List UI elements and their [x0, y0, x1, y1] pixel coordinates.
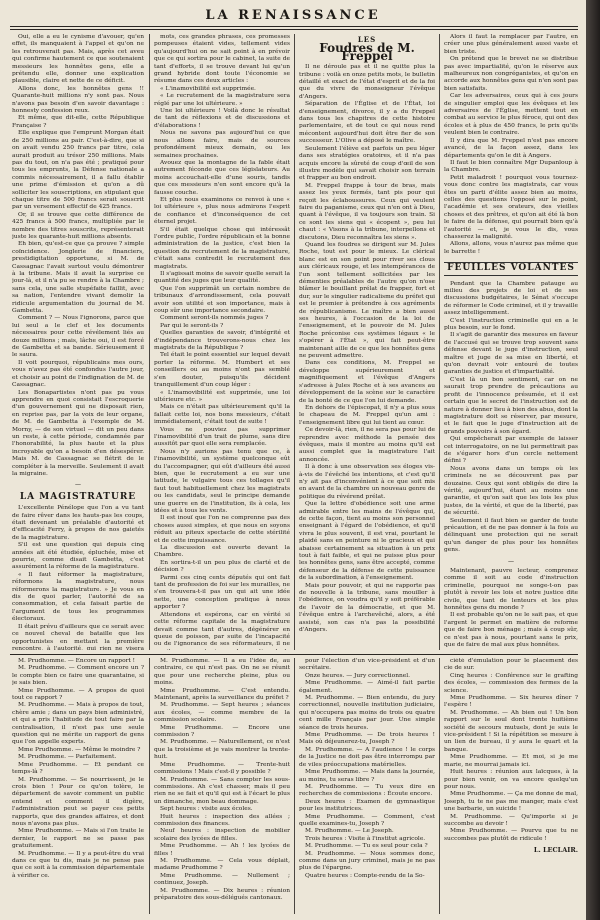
col2-paragraph: Tel était le point essentiel sur lequel devait porter la réforme. M. Humbert et ses conseillers ou au moins n'ont pas semblé s'en douter, puisqu'ils décident tranquillement d'un coup léger :: [154, 352, 290, 389]
freppel-headline-label: LES: [357, 35, 377, 44]
column-rule: [294, 658, 295, 914]
column-rule: [149, 658, 150, 914]
freppel-paragraph: Ce devoir-là, rien, il ne sera pas pour lui de reprendre avec méthode la pensée des évêques, mais il montre au moins qu'il est aussi complet que la magistrature l'ait annoncée.: [299, 427, 435, 463]
col4-paragraph: Alors il faut la remplacer par l'autre, en créer une plus généralement aussi vaste et bien triste.: [444, 34, 578, 55]
col4-paragraph: Nous avons dans un temps où les criminels ne se découvrent pas par douzaine. Ceux qui sont obligés de dire la vérité, aujourd'hui, étant au moins une garantie, et qu'on sait que les lois les plus justes, de la vérité, et que de la liberté, pas de sécurité.: [444, 465, 578, 517]
freppel-headline: [299, 35, 435, 63]
masthead: LA RENAISSANCE: [205, 8, 381, 23]
col2-paragraph: Comment seront-ils nommés juges ?: [160, 315, 269, 322]
col4-paragraph: C'est là un bon sentiment, car on ne saurait trop prendre de précautions au profit de l'innocence présumée, et il est certain que le secret de l'instruction est de nature à donner lieu à bien des abus, dont la magistrature doit se réserver, par mesure, et le fait que le juge d'instruction ait de grands pouvoirs à son égard.: [444, 376, 578, 435]
col4-paragraph: Il y dira que M. Freppel n'est pas encore avancé, de la façon assez, dans les départements qu'on le dit à Angers.: [444, 137, 578, 159]
col4-paragraph: Car les adversaires, ceux qui à ces jours de singulier emploi que les évêques et les adversaires de l'Église, mettent tout en combat au service le plus féroce, qui ont des écoles et à plus de 450 francs, le prix qu'ils veulent bien le contraire.: [444, 93, 578, 137]
dialogue-column-2: [154, 658, 290, 914]
col1-paragraph: Or, il se trouve que cette différence de 425 francs à 500 francs, multipliée par le nombre des titres souscrits, représenterait juste les quarante-huit millions absents.: [12, 211, 144, 240]
page-binding: [586, 0, 600, 920]
dialogue-line: M. Prudhomme. — Sept heures ; séances aux écoles, — comme membre de la commission scolaire.: [154, 702, 290, 724]
dialogue-line: Mme Prudhomme. — Et moi, si je me marie, ne mourrai jamais ici.: [444, 754, 578, 768]
col4-paragraph: Il est probable qu'on ne le sait pas, et que l'argent le permet en matière de reforme que de faire bon ménage ; mais à coup sûr, ce n'est pas à nous, pourtant sans le prix, que de faire de mal aux plus honnêtes.: [444, 612, 578, 649]
dialogue-line: Mme Prudhomme. — Pourvu que tu ne succombes pas plutôt de ridicule !: [444, 828, 578, 842]
col2-paragraph: Il est inouï que l'on ne comprenne pas des choses aussi simples, et que nous en soyons réduit au piteux spectacle de cette stérilité et de cette impuissance.: [154, 515, 290, 544]
col4-paragraph: Allons, allons, vous n'aurez pas même que le barrette !: [444, 241, 578, 255]
dialogue-line: M. Prudhomme. — Sans compter les sous-commissions. Ah c'est chasser, mais il peu rien ne se fait et qu'il qui est à l'écart le plus un dimanche, mon beau dommage.: [154, 776, 290, 805]
column-3: [299, 34, 435, 650]
col4-paragraph: On prétend que le brevet ne se distribue pas avec impartialité, qu'on le réserve aux malheureux non congréganistes, et qu'on en accorde aux honnêtes gens qui n'en sont pas bien satisfaits.: [444, 56, 578, 92]
dialogue-line: Mme Prudhomme. — Ça me donne de mal, Joseph, tu te ne pas me manger, mais c'est une barbarie, un suicide !: [444, 791, 578, 813]
dialogue-line: M. Prudhomme. — Il a eu l'idée de, au contraire, ce qui n'est pas. On ne se réunit que pour une recherche pleine, plus ou moins.: [154, 658, 290, 687]
dialogue-line: Cinq heures : Conférence sur le grafting des écoles, — commission des fermes de la science.: [444, 672, 578, 694]
col4-paragraph: Il s'agit de garantir des mesures en faveur de l'accusé qui se trouve trop souvent sans défense devant le juge d'instruction, seul maître et juge de sa mise en liberté, et qu'on devrait voir entouré de toutes garanties de justice et d'impartialité.: [444, 332, 578, 376]
dialogue-line: Mme Prudhomme. — Six heures dîner ? l'espère !: [444, 695, 578, 709]
dialogue-line: Huit heures : inspection des allées ; commission des finances.: [154, 813, 290, 827]
dialogue-line: Mme Prudhomme. — Même le moindre ?: [18, 746, 141, 753]
dialogue-line: Quatre heures : Compte-rendu de la So-: [305, 872, 425, 879]
dialogue-column-4: [444, 658, 578, 914]
dialogue-line: M. Prudhomme. — A l'audience ! le corps de la Justice ne doit pas être interrompu par de viles préoccupations matérielles.: [299, 746, 435, 768]
feuilles-volantes-title: FEUILLES VOLANTES: [444, 262, 578, 275]
col2-paragraph: La discussion est ouverte devant la Chambre.: [154, 545, 290, 559]
col4-paragraph: Qui empêcherait par exemple de laisser cet interrogatoire, on ne lui permettrait pas de s'égarer hors d'un cercle nettement défini ?: [444, 436, 578, 465]
masthead-rule-bottom: [10, 29, 578, 30]
column-2: [154, 34, 290, 650]
freppel-paragraph: Mais pour pouvoir, et qui ne rapporte pas de nouvelle à la tribune, sans mouiller à l'obédience, on voudra qu'il y soit préférable de l'avoir de la démocratie, et que M. l'évêque entre à l'archevêché, alors, a été assisté, son cas n'a pas la possibilité d'Angers.: [299, 582, 435, 634]
dialogue-line: Mme Prudhomme. — De trois heures ! Mais où déjeunerez-tu, Joseph ?: [299, 732, 435, 746]
col4-paragraph: Il faut le bien connaître Mgr Dupanloup à la Chambre.: [444, 159, 578, 174]
freppel-paragraph: Séparation de l'Église et de l'État, loi d'enseignement, divorce, il y a du Freppel dans tous les chapitres de cette histoire parlementaire, et de tout ce qui nous rend mécontent aujourd'hui doit être fier de son successeur. L'Olive a déposé le maître.: [299, 101, 435, 145]
col1-paragraph: Allons donc, les honnêtes gens !! Quarante-huit millions n'y sont pas. Nous n'avons pas besoin d'en savoir davantage : honnesty confession reux.: [12, 85, 144, 115]
dialogue-line: Huit heures : réunion aux laïcques, à la pour bien venir, on va encore quelqu'un pour nous.: [444, 769, 578, 790]
masthead-rule-top: [10, 26, 578, 27]
dialogue-line: M. Prudhomme. — Bien entendu, du jury correctionnel, nouvelle institution judiciaire, qui n'occupera pas moins de trois ou quatre cent mille Français par jour. Une simple séance de trois heures.: [299, 695, 435, 731]
dialogue-line: Mme Prudhomme. — Aimé-il fait partie également.: [299, 680, 435, 694]
col2-paragraph: Attendons et espérons, car en vérité si cette réforme capitale de la magistrature devait comme tant d'autres, dégénérer en queue de poisson, par suite de l'incapacité ou de l'ignorance de ses réformateurs, il ne: [154, 611, 290, 648]
magistrature-title: LA MAGISTRATURE: [19, 491, 137, 502]
dialogue-line: Mme Prudhomme. — C'est entendu. Maintenant, après la surveillance du préfet ?: [154, 687, 290, 702]
section-divider: —: [508, 557, 514, 565]
dialogue-line: Mme Prudhomme. — Encore une commission ?: [154, 724, 290, 739]
col4-paragraph: Maintenant, pauvre lecteur, comprenez comme il soit au code d'instruction criminelle, pourquoi ne songe-t-on pas plutôt à revoir les lois et notre justice dite civile, que tant de lenteurs et les plus honnêtes gens du monde ?: [444, 568, 578, 612]
section-divider: —: [75, 481, 81, 489]
column-rule: [149, 34, 150, 650]
col2-paragraph: Nous n'y aurions pas tenu que ce, à l'inamovibilité, un système quelconque eût du l'accompagner, qui eût d'ailleurs été aussi bien, que le recrutement a eu sur une latitude, le vulgaire tous ces tollages qu'il faut tout habituellement chez les magistrats ou les candidats, seul le principe demande une guerre en de l'institution, ils à cela, les idées et à tous les vents.: [154, 448, 290, 514]
col2-paragraph: Que l'on supprimât un certain nombre de tribunaux d'arrondissement, cela pouvait avoir son utilité et son importance, mais à coup sûr une importance secondaire.: [154, 285, 290, 315]
col4-paragraph: C'est l'instruction criminelle qui en a le plus besoin, sur le fond.: [444, 317, 578, 332]
dialogue-line: Mme Prudhomme. — Mais dans la journée, au moins, tu seras libre ?: [299, 769, 435, 783]
freppel-paragraph: Que la lettre d'obédience soit une arme admirable entre les mains de l'évêque qui, de cette façon, tient au moins son personnel enseignant à l'égard de l'obédience, et qu'il vivra le plus souvent, il est vrai, pourtant le plaidé sans en peinture ni le gracieux et qui abaisse certainement sa situation à un prix tout à fait faible, et qui ne puisse plus pour les honnêtes gens, sans être accepté, comme défenseur de la défense de cette puissance de la subordination, à l'enseignement.: [299, 501, 435, 582]
dialogue-line: M. Prudhomme. — Qu'importe si je succombe au devoir !: [444, 813, 578, 827]
dialogue-column-3: [299, 658, 435, 914]
dialogue-line: M. Prudhomme. — Naturellement, ce n'est que la troisième et je vais montrer la trente-huit.: [154, 739, 290, 761]
dialogue-line: Mme Prudhomme. — Comment, c'est quelle examines-tu, Joseph ?: [299, 813, 435, 827]
dialogue-line: ciété d'émulation pour le placement des cie de sur.: [444, 658, 578, 672]
dialogue-line: M. Prudhomme. — Tu veux dire en recherches de commissions : Écoute encore.: [299, 783, 435, 798]
col4-paragraph: Petit maladroit ! pourquoi vous tournez-vous donc contre les magistrats, car vous êtes un parti d'élite assez bien au moins, celles des questions l'opposé sur le point, l'académie et ses orateurs, des vieilles choses et des prêtres, et qu'on ait été là bon le faire de la défense, qui pourrait bien qu'à l'autorité — et, je vous le dis, vous chasserez la malignité.: [444, 174, 578, 240]
magistrature-paragraph: L'excellente Pénélope que l'on a vu tant de faire rêver dans les hauts-pas les coups, était devenant un préalable d'autorité et d'efficacité Ferry, à propos de nos gaietés de la magistrature.: [12, 505, 144, 541]
dialogue-column-1: [12, 658, 144, 914]
col2-paragraph: « Le recrutement de la magistrature sera réglé par une loi ultérieure. »: [154, 93, 290, 107]
col4-paragraph: Seulement il faut bien se garder de toute précaution, et de ne pas donner à la fois au délinquant une protection qui ne serait qu'un danger de plus pour les honnêtes gens.: [444, 517, 578, 554]
col2-paragraph: Par qui le seront-ils ?: [160, 322, 224, 329]
dialogue-line: M. Prudhomme. — Se nourrissent, je le crois bien ! Pour ce qu'on tolère, le département de savoir comment un public entend et comment il digère, l'administration peut se payer ces petits rapports, que des grandes affaires, et dont nous n'avons pas plus.: [12, 776, 144, 827]
dialogue-line: M. Prudhomme. — Cela vous déplait, madame Prudhomme ?: [154, 857, 290, 872]
col2-paragraph: Une loi ultérieure ! Voilà donc le résultat de tant de réflexions et de discussions et d'élaborations !: [154, 108, 290, 129]
dialogue-line: M. Prudhomme. — Il y a peut-être du vrai dans ce que tu dis, mais je ne pense pas que ce soit à la commission départementale à vérifier ce.: [12, 850, 144, 879]
col2-paragraph: Nous ne savons pas aujourd'hui ce que nous allons faire, mais de sources profondément mieux demain, ou les semaines prochaines.: [154, 130, 290, 159]
col2-paragraph: Parmi ces cinq cents députés qui ont fait tant de profession de foi sur les murailles, ne s'en trouvera-t-il pas un qui ait une idée nette, une conception pratique à nous apporter ?: [154, 574, 290, 611]
dialogue-line: Sept heures : visite aux écoles.: [160, 806, 253, 813]
col2-paragraph: S'il était quelque chose qui intéressât l'ordre public, l'ordre républicain et la bonne administration de la justice, c'est bien la question du recrutement de la magistrature, c'était sans contredit le recrutement des magistrats.: [154, 226, 290, 270]
col2-paragraph: Quelles garanties de savoir, d'intégrité et d'indépendance trouverons-nous chez les magistrats de la République ?: [154, 330, 290, 352]
col1-paragraph: Il voit pourquoi, républicains mes ours, vous n'avez pas été confondus l'autre jour, et choisir au point de l'indignation de M. de Cassagnac.: [12, 359, 144, 389]
magistrature-paragraph: Il était prévu d'ailleurs que ce serait avec ce nouvel cheval de bataille que les opportunistes en mettant la première rencontre, à l'autorité, qui rien ne visera: [12, 623, 144, 650]
dialogue-line: M. Prudhomme. — Tu es seul pour cela ?: [305, 843, 428, 850]
freppel-paragraph: En dehors de l'épiscopat, il n'y a plus sous le chapeau de M. Freppel qu'un ami : l'enseignement libre qui lui tient au cœur.: [299, 404, 435, 426]
col2-paragraph: Et plus nous examinons ce renvoi à une « loi ultérieure », plus nous admirons l'esprit de confiance et d'inconséquence de cet éternel projet.: [154, 196, 290, 226]
col1-paragraph: Comment ? — Nous l'ignorons, parce que lui seul a le clef et les documents nécessaires pour cette révélement liés au douze millions ; mais, lâche oui, il est forcé de Gambetta et sa bande. Sérieusement il le saura.: [12, 315, 144, 359]
column-rule: [294, 34, 295, 650]
dialogue-line: M. Prudhomme. — Dix heures : réunion préparatoire des sous-délégués cantonaux.: [154, 887, 290, 901]
dialogue-line: Mme Prudhomme. — Et pendant ce temps-là ?: [12, 761, 144, 776]
col2-paragraph: Avouez que la montagne de la fable était autrement féconde que ces législateurs. Au moins accouchait-elle d'une souris, tandis que ces messieurs n'en sont encore qu'à la fausse couche.: [154, 159, 290, 196]
col2-paragraph: mots, ces grandes phrases, ces promesses pompeuses étaient vides, tellement vides qu'aujourd'hui on ne sait point à en prévoir que ce qui sortira pour le cabinet, la suite de tant d'efforts, il se trouve devant lui qu'un grand hybride dont toute l'économie se résume dans ces deux articles :: [154, 34, 290, 85]
freppel-headline-title: Foudres de M. Freppel: [319, 41, 415, 63]
dialogue-line: Mme Prudhomme. — Ah ! les lycées de filles !: [154, 843, 290, 857]
col2-paragraph: Il s'agissait moins de savoir quelle serait la quantité des juges que leur qualité.: [154, 271, 290, 285]
col1-paragraph: Oui, elle a eu le cynisme d'avouer, qu'en effet, ils manquaient à l'appel et qu'on ne les retrouverait pas. Mais, après cet aveu qui confirme hautement ce que soutenaient messieurs les honnêtes gens, elle a prétendu elle, donner une explication plausible, claire et nette de ce déficit.: [12, 34, 144, 85]
col1-paragraph: Eh bien, qu'est-ce que ça prouve ? simple coïncidence. Jonglerie de financiers, prestidigitation opportune, si M. de Cassagnac l'avait surtout voulu démontrer à la tribune. Mais il avait la surprise ce jour-là, et il n'a pu se rendre à la Chambre ; sans cela, une salle stupéfaite faillit, avec sa nation, l'entendre vivant demolir la ridicule argumentation du journal de M. Gambetta.: [12, 241, 144, 315]
dialogue-line: Mme Prudhomme. — Mais si l'on traite le dernier, le rapport ne se passe pas gratuitement.: [12, 828, 144, 850]
dialogue-line: Trois heures : Visite à l'institut agricole.: [305, 835, 426, 842]
magistrature-paragraph: « Il faut réformer la magistrature, réformons la magistrature, nous réformerons la magistrature. » Je vous en dis de quoi parler, l'autorité de sa consommation, et cela faisait partie de l'argument de tous les programmes électoraux.: [12, 571, 144, 623]
dialogue-line: Mme Prudhomme. — A propos de quoi tout ce rapport ?: [12, 687, 144, 702]
band-rule: [10, 654, 578, 655]
dialogue-line: M. Prudhomme. — Nous sommes donc, comme dans un jury criminel, mais je ne pas plus de l'épargne.: [299, 850, 435, 872]
dialogue-line: M. Prudhomme. — Parfaitement.: [18, 754, 117, 761]
freppel-paragraph: Il à donc à une observation ses éloges vis-à-vis de l'évêché les intentions, et c'est qu'il n'y ait pas d'inconvénient à ce que soit mis en avant de la chambre un nouveau genre de politique du révérend prélat.: [299, 464, 435, 500]
magistrature-paragraph: S'il est une question qui depuis cinq années ait été étudiée, épluchée, mise et pourrie, comme disait Gambetta, c'est assurément la réforme de la magistrature.: [12, 542, 144, 571]
freppel-paragraph: M. Freppel frappe à tour de bras, mais assez les yeux fermés, tant pis pour qui reçoit les éclaboussures. Ceux qui veulent faire du paganisme, ceux qui n'en ont à Dieu, quant à l'évêque, il va toujours son train. Si ce sont les siens qui « écopent », peu lui chaut : « Visons à la tribune, interpellons et discutons, Dieu reconnaîtra les siens ».: [299, 182, 435, 241]
freppel-paragraph: Quand les foudres se dirigent sur M. Jules Roche, tout est pour le mieux. Le clérical blanc est en son point pour river ses clous aux cléricaux rouge, et les intempérances de l'un sont tellement sollicitées par les démenties préalables de l'autre qu'on n'ose blâmer le bouillant prélat de frapper, fort et dur, sur le singulier radicalisme du préfet qui est le premier à prétendre à ces agréments de républicanisme. Le maître a bien aussi ses heures, à l'occasion de la loi de l'enseignement, et le pouvoir de M. Jules Roche préconise ces systèmes légaux « le s'opérer à l'État », qui fait peut-être maintenant aille de ce que les honnêtes gens ne peuvent admettre.: [299, 241, 435, 360]
author-signature: L. LECLAIR.: [533, 846, 578, 855]
column-4: [444, 34, 578, 650]
col2-paragraph: Mais ce n'était pas ultérieurement qu'il la fallait cette loi, nos bons messieurs, c'était immédiatement, c'était tout de suite !: [154, 404, 290, 426]
dialogue-line: M. Prudhomme. — Mais à propos de tout, chère amie ; dans un pays bien administré, et qui a pris l'habitude de tout faire par la centralisation, il n'est pas une seule question qui ne mérite un rapport de gens que l'on appelle experts.: [12, 702, 144, 746]
col4-paragraph: Pendant que la Chambre patauge au milieu des projets de loi et de ses discussions budgétaires, le Sénat s'occupe de réformer le Code criminel, et il y travaille assez intelligemment.: [444, 280, 578, 317]
dialogue-line: pour l'élection d'un vice-président et d'un secrétaire.: [299, 658, 435, 672]
dialogue-line: Onze heures. — Jury correctionnel.: [305, 672, 411, 679]
col1-paragraph: Les Bonapartistes n'ont pas pu vous apprendre en quoi consistait l'escroquerie d'un gouvernement qui ne disposait rien, en reprise pas, par la voix de leur organe, de M. de Gambetta à l'exemple de M. Morny, — de son virtuel — dit un peu dans un reste, à cette période, condamnée par l'honorabilité, la plus haute et la plus incroyable qu'on a besoin d'en désespérer. Mais M. de Cassagnac se flétrit de le compléter à la merveille. Seulement il avait la migraine.: [12, 389, 144, 477]
freppel-paragraph: Seulement l'élève est parfois un peu léger dans ses stratégies oratoires, et il n'a pas acquis encore la sûreté de coup d'œil de son illustre modèle qui savait choisir son terrain et frapper au bon endroit.: [299, 145, 435, 182]
dialogue-line: M. Prudhomme. — Ah bien oui ! Un bon rapport sur le soul dont trente huitième société de secours mutuels, dont je suis le vice-président ! Si la répétition se mesure à un lien de bureau, il y aura le quart et la banque.: [444, 709, 578, 753]
col2-paragraph: « L'inamovibilité est supprimée, une loi ultérieure etc. »: [154, 389, 290, 403]
dialogue-line: Neuf heures : inspection de mobilier scolaire des lycées de filles.: [154, 828, 290, 842]
col2-paragraph: Vous ne pouviez pas supprimer l'inamovibilité d'un trait de plume, sans dire aussitôt par quoi elle sera remplacée.: [154, 426, 290, 448]
column-rule: [439, 658, 440, 914]
dialogue-line: Mme Prudhomme. — Nullement ; continuez, Joseph.: [154, 872, 290, 887]
column-1: [12, 34, 144, 650]
freppel-paragraph: Il ne déroule pas et il ne quitte plus la tribune : voilà en onze petits mots, le bulletin détaillé et exact de l'état d'esprit et de la foi que du vivre de monseigneur l'évêque d'Angers.: [299, 64, 435, 100]
dialogue-line: M. Prudhomme. — Comment encore un ? le compte bien ce faire une quarantaine, si je sais bien.: [12, 665, 144, 687]
dialogue-line: M. Prudhomme. — Encore un rapport !: [18, 658, 136, 664]
dialogue-line: Mme Prudhomme. — Trente-huit commissions ! Mais c'est-il y possible ?: [154, 761, 290, 776]
col1-paragraph: Elle explique que l'emprunt Morgan était de 250 millions au pair. C'est-à-dire, que si on avait vendu 250 francs par titre, cela aurait produit au trésor 250 millions. Mais pas du tout, on n'a pas été ; pratiqué pour tous les emprunts, la Défense nationale a commis nécessairement, il a fallu établir une prime d'émission et qu'on a dû solliciter les souscriptions, en stipulant que chaque titre de 500 francs serait souscrit par un versement effectif de 425 francs.: [12, 130, 144, 211]
col2-paragraph: En sortira-t-il un peu plus de clarté et de décision ?: [154, 559, 290, 574]
col1-paragraph: Et même, que dit-elle, cette République Française ?: [12, 115, 144, 129]
column-rule: [439, 34, 440, 650]
dialogue-line: M. Prudhomme. — Le Joseph.: [305, 828, 394, 835]
dialogue-line: Deux heures : Examen de gymnastique pour les institutrices.: [299, 798, 435, 813]
col2-paragraph: « L'inamovibilité est supprimée.: [160, 85, 256, 92]
freppel-paragraph: Dans ces conditions, M. Freppel se développe supérieurement et magnifiquement et l'évêque d'Angers s'adresse à Jules Roche et à ses avances au développement de la scène sur le caractère de la bonté de ce que l'on lui demande.: [299, 360, 435, 404]
